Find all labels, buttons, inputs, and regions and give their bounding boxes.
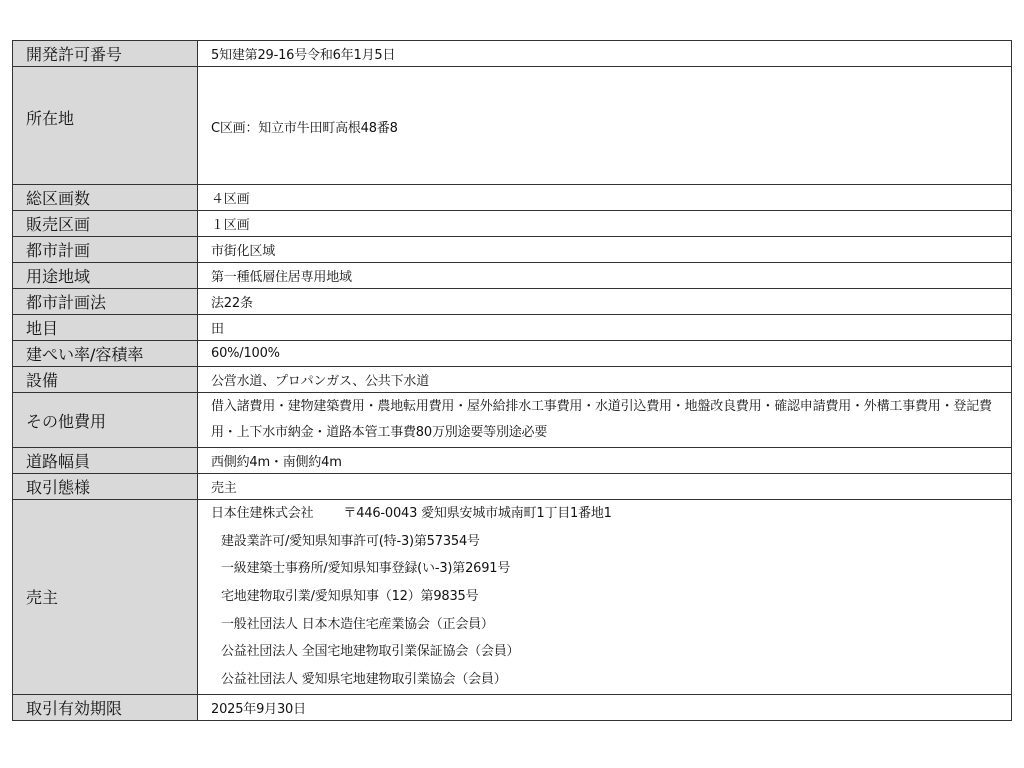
row-value: 2025年9月30日 <box>198 694 1012 720</box>
row-transaction-type <box>13 474 1012 500</box>
seller-membership: 公益社団法人 全国宅地建物取引業保証協会（会員） <box>221 644 520 660</box>
row-label: 所在地 <box>13 67 198 185</box>
row-value: 売主 <box>198 474 1012 500</box>
row-value: １区画 <box>198 211 1012 237</box>
seller-address: 〒446-0043 愛知県安城市城南町1丁目1番地1 <box>343 506 612 521</box>
row-label: 売主 <box>13 500 198 695</box>
row-value: 60%/100% <box>198 341 1012 367</box>
row-value: 西側約4m・南側約4m <box>198 448 1012 474</box>
row-sale-lots <box>13 211 1012 237</box>
row-label: 建ぺい率/容積率 <box>13 341 198 367</box>
row-label: 取引有効期限 <box>13 694 198 720</box>
row-label: 都市計画法 <box>13 289 198 315</box>
row-city-planning <box>13 237 1012 263</box>
seller-membership: 公益社団法人 愛知県宅地建物取引業協会（会員） <box>221 672 507 688</box>
row-value: ４区画 <box>198 185 1012 211</box>
row-label: 用途地域 <box>13 263 198 289</box>
row-land-category <box>13 315 1012 341</box>
seller-company: 日本住建株式会社 <box>211 506 314 521</box>
row-value: 法22条 <box>198 289 1012 315</box>
row-value: 借入諸費用・建物建築費用・農地転用費用・屋外給排水工事費用・水道引込費用・地盤改良費用・確認申請費用・外構工事費用・登記費用・上下水市納金・道路本管工事費80万別途要等別途必要 <box>198 393 1012 448</box>
row-other-costs <box>13 393 1012 448</box>
row-label: 取引態様 <box>13 474 198 500</box>
row-total-lots <box>13 185 1012 211</box>
row-label: 道路幅員 <box>13 448 198 474</box>
row-zoning <box>13 263 1012 289</box>
row-label: その他費用 <box>13 393 198 448</box>
row-label: 都市計画 <box>13 237 198 263</box>
row-value: 市街化区域 <box>198 237 1012 263</box>
row-value: 田 <box>198 315 1012 341</box>
seller-membership: 一般社団法人 日本木造住宅産業協会（正会員） <box>221 616 494 632</box>
row-label: 販売区画 <box>13 211 198 237</box>
row-location <box>13 67 1012 185</box>
row-label: 総区画数 <box>13 185 198 211</box>
row-value: 5知建第29-16号令和6年1月5日 <box>198 41 1012 67</box>
seller-company-line <box>211 500 1011 528</box>
row-label: 開発許可番号 <box>13 41 198 67</box>
row-label: 設備 <box>13 367 198 393</box>
seller-license: 宅地建物取引業/愛知県知事（12）第9835号 <box>221 589 479 605</box>
row-planning-law <box>13 289 1012 315</box>
row-value: 第一種低層住居専用地域 <box>198 263 1012 289</box>
row-coverage-ratio <box>13 341 1012 367</box>
row-deadline <box>13 694 1012 720</box>
seller-license: 一級建築士事務所/愛知県知事登録(い-3)第2691号 <box>221 561 511 577</box>
seller-license: 建設業許可/愛知県知事許可(特-3)第57354号 <box>221 533 480 549</box>
row-seller <box>13 500 1012 695</box>
property-spec-table <box>12 40 1012 721</box>
row-utilities <box>13 367 1012 393</box>
row-road-width <box>13 448 1012 474</box>
seller-info <box>198 500 1012 695</box>
row-value: C区画：知立市牛田町高根48番8 <box>198 67 1012 185</box>
row-value: 公営水道、プロパンガス、公共下水道 <box>198 367 1012 393</box>
row-permit-number <box>13 41 1012 67</box>
row-label: 地目 <box>13 315 198 341</box>
